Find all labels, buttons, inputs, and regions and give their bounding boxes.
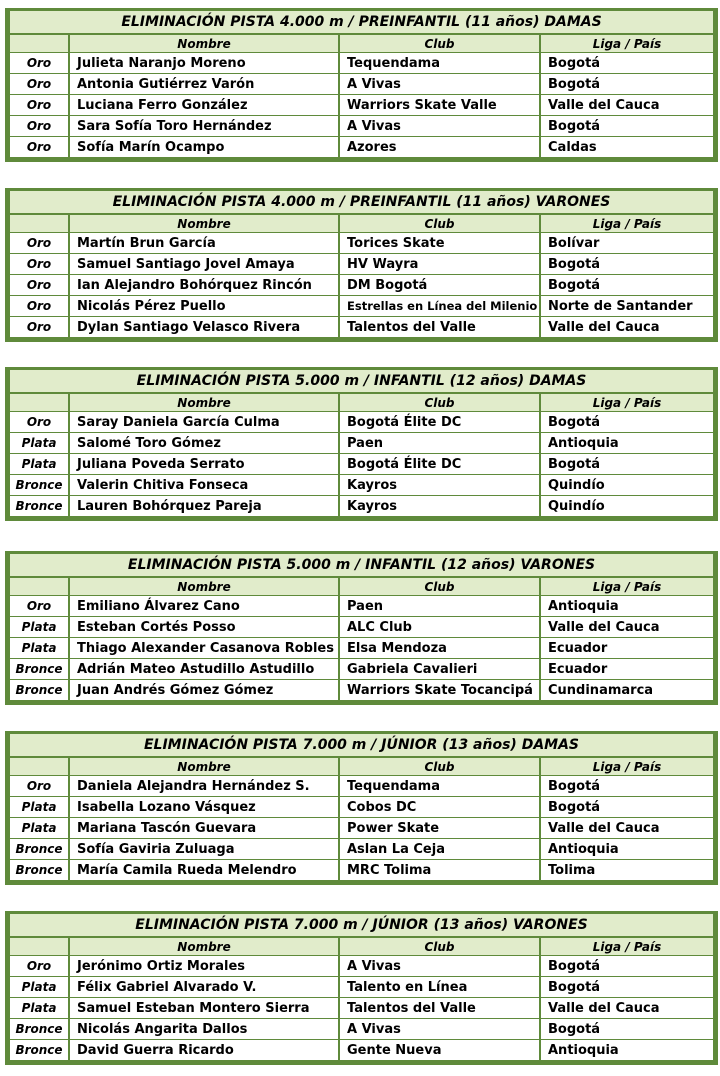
athlete-name-cell: Nicolás Angarita Dallos [68,1019,338,1039]
table-row [10,95,713,115]
table-row [10,659,713,679]
athlete-name-cell: Saray Daniela García Culma [68,412,338,432]
league-cell: Bogotá [539,116,713,136]
medal-cell: Plata [10,638,68,658]
club-cell: Bogotá Élite DC [338,454,539,474]
table-row [10,776,713,796]
results-grid [10,757,713,881]
league-header: Liga / País [539,758,713,775]
medal-cell: Plata [10,818,68,838]
table-row [10,454,713,474]
table-row [10,839,713,859]
league-cell: Bolívar [539,233,713,253]
table-row [10,475,713,495]
athlete-name-cell: Jerónimo Ortiz Morales [68,956,338,976]
league-header: Liga / País [539,938,713,955]
athlete-name-cell: Emiliano Álvarez Cano [68,596,338,616]
header-row [10,394,713,411]
medal-header [10,938,68,955]
name-header: Nombre [68,758,338,775]
athlete-name-cell: David Guerra Ricardo [68,1040,338,1060]
club-cell: A Vivas [338,74,539,94]
club-cell: MRC Tolima [338,860,539,880]
athlete-name-cell: Lauren Bohórquez Pareja [68,496,338,516]
results-table-5 [5,731,718,885]
table-row [10,275,713,295]
header-row [10,215,713,232]
section-title: ELIMINACIÓN PISTA 4.000 m / PREINFANTIL (11 años) DAMAS [10,11,713,33]
athlete-name-cell: Nicolás Pérez Puello [68,296,338,316]
results-grid [10,34,713,158]
name-header: Nombre [68,938,338,955]
header-row [10,578,713,595]
medal-header [10,758,68,775]
header-row [10,758,713,775]
athlete-name-cell: Adrián Mateo Astudillo Astudillo [68,659,338,679]
club-cell: A Vivas [338,116,539,136]
club-cell: Talentos del Valle [338,317,539,337]
name-header: Nombre [68,35,338,52]
medal-cell: Plata [10,454,68,474]
results-grid [10,937,713,1061]
athlete-name-cell: Sofía Marín Ocampo [68,137,338,157]
club-header: Club [338,215,539,232]
club-cell: Paen [338,433,539,453]
name-header: Nombre [68,215,338,232]
athlete-name-cell: Martín Brun García [68,233,338,253]
athlete-name-cell: Thiago Alexander Casanova Robles [68,638,338,658]
league-cell: Tolima [539,860,713,880]
league-cell: Quindío [539,475,713,495]
league-cell: Antioquia [539,839,713,859]
club-cell: Elsa Mendoza [338,638,539,658]
league-header: Liga / País [539,215,713,232]
league-cell: Valle del Cauca [539,617,713,637]
table-row [10,53,713,73]
medal-cell: Oro [10,596,68,616]
table-row [10,74,713,94]
table-row [10,496,713,516]
club-cell: Tequendama [338,53,539,73]
club-cell: Talentos del Valle [338,998,539,1018]
athlete-name-cell: Juan Andrés Gómez Gómez [68,680,338,700]
results-table-6 [5,911,718,1065]
medal-cell: Plata [10,617,68,637]
table-row [10,860,713,880]
medal-cell: Oro [10,233,68,253]
table-row [10,617,713,637]
results-table-4 [5,551,718,705]
league-cell: Antioquia [539,596,713,616]
header-row [10,938,713,955]
club-cell: Warriors Skate Tocancipá [338,680,539,700]
club-header: Club [338,578,539,595]
name-header: Nombre [68,394,338,411]
club-cell: Cobos DC [338,797,539,817]
league-header: Liga / País [539,578,713,595]
athlete-name-cell: Valerin Chitiva Fonseca [68,475,338,495]
medal-cell: Oro [10,74,68,94]
club-cell: Azores [338,137,539,157]
medal-cell: Oro [10,296,68,316]
club-cell: Power Skate [338,818,539,838]
table-row [10,1019,713,1039]
table-row [10,254,713,274]
results-table-1 [5,8,718,162]
league-cell: Valle del Cauca [539,818,713,838]
club-cell: A Vivas [338,956,539,976]
medal-cell: Oro [10,95,68,115]
results-grid [10,214,713,338]
medal-cell: Bronce [10,680,68,700]
medal-cell: Plata [10,998,68,1018]
club-cell: Torices Skate [338,233,539,253]
results-grid [10,577,713,701]
league-cell: Ecuador [539,638,713,658]
athlete-name-cell: Samuel Santiago Jovel Amaya [68,254,338,274]
medal-cell: Oro [10,137,68,157]
table-row [10,137,713,157]
league-cell: Bogotá [539,977,713,997]
athlete-name-cell: Sofía Gaviria Zuluaga [68,839,338,859]
league-header: Liga / País [539,394,713,411]
athlete-name-cell: Dylan Santiago Velasco Rivera [68,317,338,337]
section-title: ELIMINACIÓN PISTA 7.000 m / JÚNIOR (13 años) DAMAS [10,734,713,756]
results-grid [10,393,713,517]
medal-cell: Bronce [10,839,68,859]
athlete-name-cell: Luciana Ferro González [68,95,338,115]
table-row [10,956,713,976]
table-row [10,680,713,700]
club-header: Club [338,35,539,52]
league-cell: Bogotá [539,454,713,474]
table-row [10,1040,713,1060]
medal-cell: Oro [10,116,68,136]
league-cell: Quindío [539,496,713,516]
club-cell: Kayros [338,475,539,495]
athlete-name-cell: Félix Gabriel Alvarado V. [68,977,338,997]
club-cell: Estrellas en Línea del Milenio [338,296,539,316]
athlete-name-cell: Mariana Tascón Guevara [68,818,338,838]
section-title: ELIMINACIÓN PISTA 5.000 m / INFANTIL (12 años) DAMAS [10,370,713,392]
league-cell: Antioquia [539,433,713,453]
name-header: Nombre [68,578,338,595]
athlete-name-cell: Juliana Poveda Serrato [68,454,338,474]
league-cell: Bogotá [539,956,713,976]
league-cell: Valle del Cauca [539,998,713,1018]
league-cell: Bogotá [539,1019,713,1039]
medal-cell: Plata [10,797,68,817]
medal-cell: Bronce [10,1019,68,1039]
club-cell: Tequendama [338,776,539,796]
league-cell: Bogotá [539,53,713,73]
athlete-name-cell: Ian Alejandro Bohórquez Rincón [68,275,338,295]
club-header: Club [338,938,539,955]
club-cell: A Vivas [338,1019,539,1039]
league-cell: Bogotá [539,412,713,432]
league-cell: Valle del Cauca [539,95,713,115]
club-header: Club [338,394,539,411]
medal-cell: Bronce [10,475,68,495]
athlete-name-cell: Salomé Toro Gómez [68,433,338,453]
league-cell: Valle del Cauca [539,317,713,337]
club-cell: HV Wayra [338,254,539,274]
medal-cell: Oro [10,275,68,295]
medal-cell: Oro [10,254,68,274]
medal-cell: Bronce [10,860,68,880]
table-row [10,296,713,316]
league-cell: Antioquia [539,1040,713,1060]
table-row [10,638,713,658]
club-cell: ALC Club [338,617,539,637]
league-cell: Bogotá [539,74,713,94]
table-row [10,116,713,136]
athlete-name-cell: Daniela Alejandra Hernández S. [68,776,338,796]
club-cell: Aslan La Ceja [338,839,539,859]
club-cell: Kayros [338,496,539,516]
table-row [10,818,713,838]
athlete-name-cell: Sara Sofía Toro Hernández [68,116,338,136]
club-cell: Gente Nueva [338,1040,539,1060]
table-row [10,317,713,337]
club-cell: Paen [338,596,539,616]
table-row [10,233,713,253]
medal-header [10,578,68,595]
medal-cell: Oro [10,317,68,337]
medal-cell: Plata [10,977,68,997]
medal-cell: Oro [10,53,68,73]
club-cell: Gabriela Cavalieri [338,659,539,679]
header-row [10,35,713,52]
medal-cell: Oro [10,412,68,432]
league-cell: Cundinamarca [539,680,713,700]
athlete-name-cell: Isabella Lozano Vásquez [68,797,338,817]
athlete-name-cell: Julieta Naranjo Moreno [68,53,338,73]
table-row [10,998,713,1018]
medal-header [10,35,68,52]
league-cell: Bogotá [539,776,713,796]
athlete-name-cell: María Camila Rueda Melendro [68,860,338,880]
league-cell: Caldas [539,137,713,157]
table-row [10,433,713,453]
medal-cell: Bronce [10,1040,68,1060]
league-header: Liga / País [539,35,713,52]
results-table-3 [5,367,718,521]
section-title: ELIMINACIÓN PISTA 4.000 m / PREINFANTIL (11 años) VARONES [10,191,713,213]
club-cell: Warriors Skate Valle [338,95,539,115]
league-cell: Bogotá [539,797,713,817]
table-row [10,412,713,432]
athlete-name-cell: Samuel Esteban Montero Sierra [68,998,338,1018]
league-cell: Bogotá [539,254,713,274]
club-cell: Talento en Línea [338,977,539,997]
athlete-name-cell: Esteban Cortés Posso [68,617,338,637]
league-cell: Ecuador [539,659,713,679]
league-cell: Bogotá [539,275,713,295]
section-title: ELIMINACIÓN PISTA 5.000 m / INFANTIL (12 años) VARONES [10,554,713,576]
medal-header [10,215,68,232]
section-title: ELIMINACIÓN PISTA 7.000 m / JÚNIOR (13 años) VARONES [10,914,713,936]
medal-cell: Oro [10,776,68,796]
athlete-name-cell: Antonia Gutiérrez Varón [68,74,338,94]
medal-cell: Bronce [10,659,68,679]
medal-cell: Plata [10,433,68,453]
medal-cell: Oro [10,956,68,976]
table-row [10,797,713,817]
table-row [10,596,713,616]
table-row [10,977,713,997]
club-cell: DM Bogotá [338,275,539,295]
medal-cell: Bronce [10,496,68,516]
league-cell: Norte de Santander [539,296,713,316]
results-table-2 [5,188,718,342]
club-cell: Bogotá Élite DC [338,412,539,432]
club-header: Club [338,758,539,775]
medal-header [10,394,68,411]
